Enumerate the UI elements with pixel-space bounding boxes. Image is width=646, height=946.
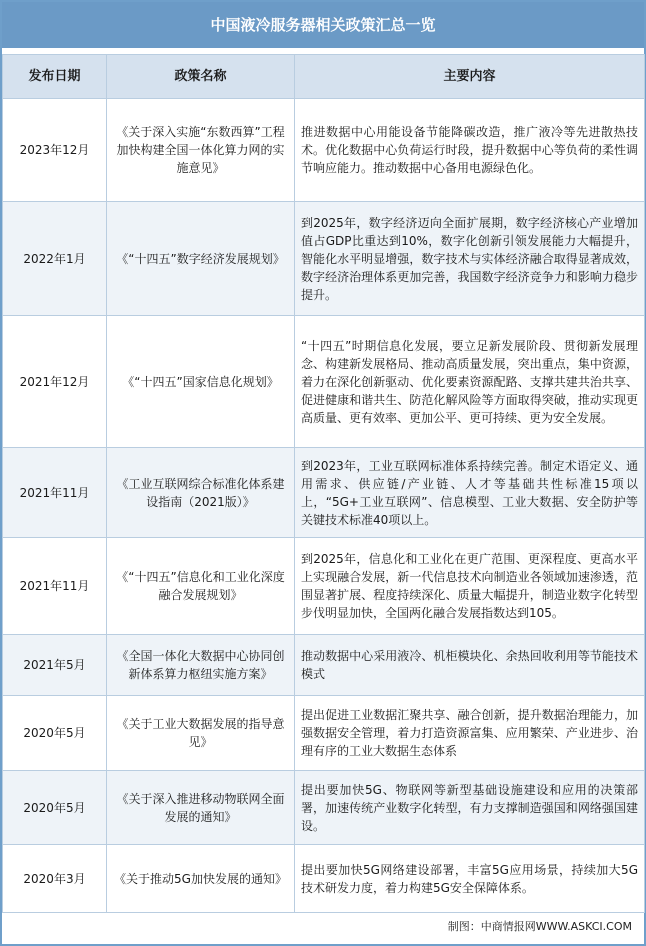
source-credit: 制图：中商情报网WWW.ASKCI.COM bbox=[447, 920, 632, 933]
row-date: 2022年1月 bbox=[3, 202, 107, 316]
row-content: 提出要加快5G、物联网等新型基础设施建设和应用的决策部署，加速传统产业数字化转型，有力支撑制造强国和网络强国建设。 bbox=[295, 771, 645, 845]
table-row bbox=[3, 635, 645, 696]
row-policy-name: 《关于推动5G加快发展的通知》 bbox=[107, 845, 295, 913]
row-content: “十四五”时期信息化发展，要立足新发展阶段、贯彻新发展理念、构建新发展格局、推动高质量发展，突出重点，集中资源，着力在深化创新驱动、优化要素资源配路、支撑共建共治共享、促进健康和谐共生、防范化解风险等方面取得突破，推动实现更高质量、更有效率、更加公平、更可持续、更为安全发展。 bbox=[295, 316, 645, 448]
row-date: 2020年5月 bbox=[3, 696, 107, 771]
table-row bbox=[3, 538, 645, 635]
row-policy-name: 《关于深入实施“东数西算”工程加快构建全国一体化算力网的实施意见》 bbox=[107, 99, 295, 202]
row-date: 2020年3月 bbox=[3, 845, 107, 913]
row-policy-name: 《关于深入推进移动物联网全面发展的通知》 bbox=[107, 771, 295, 845]
row-date: 2023年12月 bbox=[3, 99, 107, 202]
table-row bbox=[3, 696, 645, 771]
table-row bbox=[3, 202, 645, 316]
table-row bbox=[3, 845, 645, 913]
row-policy-name: 《全国一体化大数据中心协同创新体系算力枢纽实施方案》 bbox=[107, 635, 295, 696]
page-title: 中国液冷服务器相关政策汇总一览 bbox=[2, 2, 644, 48]
row-content: 提出促进工业数据汇聚共享、融合创新，提升数据治理能力，加强数据安全管理，着力打造资源富集、应用繁荣、产业进步、治理有序的工业大数据生态体系 bbox=[295, 696, 645, 771]
header-content: 主要内容 bbox=[295, 55, 645, 99]
row-date: 2020年5月 bbox=[3, 771, 107, 845]
row-date: 2021年5月 bbox=[3, 635, 107, 696]
header-name: 政策名称 bbox=[107, 55, 295, 99]
row-content: 推动数据中心采用液冷、机柜模块化、余热回收利用等节能技术模式 bbox=[295, 635, 645, 696]
row-policy-name: 《“十四五”数字经济发展规划》 bbox=[107, 202, 295, 316]
table-row bbox=[3, 316, 645, 448]
row-content: 到2023年，工业互联网标准体系持续完善。制定术语定义、通用需求、供应链/产业链、人才等基础共性标准15项以上，“5G+工业互联网”、信息模型、工业大数据、安全防护等关键技术标准40项以上。 bbox=[295, 448, 645, 538]
row-content: 到2025年，信息化和工业化在更广范围、更深程度、更高水平上实现融合发展，新一代信息技术向制造业各领域加速渗透，范围显著扩展、程度持续深化、质量大幅提升，制造业数字化转型步伐明显加快，全国两化融合发展指数达到105。 bbox=[295, 538, 645, 635]
row-policy-name: 《工业互联网综合标准化体系建设指南（2021版）》 bbox=[107, 448, 295, 538]
row-content: 到2025年，数字经济迈向全面扩展期，数字经济核心产业增加值占GDP比重达到10%，数字化创新引领发展能力大幅提升，智能化水平明显增强，数字技术与实体经济融合取得显著成效，数字经济治理体系更加完善，我国数字经济竞争力和影响力稳步提升。 bbox=[295, 202, 645, 316]
table-row bbox=[3, 99, 645, 202]
table-header-row bbox=[3, 55, 645, 99]
row-policy-name: 《关于工业大数据发展的指导意见》 bbox=[107, 696, 295, 771]
table-row bbox=[3, 448, 645, 538]
header-date: 发布日期 bbox=[3, 55, 107, 99]
row-date: 2021年12月 bbox=[3, 316, 107, 448]
row-content: 提出要加快5G网络建设部署，丰富5G应用场景，持续加大5G技术研发力度，着力构建5G安全保障体系。 bbox=[295, 845, 645, 913]
row-date: 2021年11月 bbox=[3, 538, 107, 635]
row-policy-name: 《“十四五”国家信息化规划》 bbox=[107, 316, 295, 448]
policy-table bbox=[2, 54, 645, 913]
row-date: 2021年11月 bbox=[3, 448, 107, 538]
row-content: 推进数据中心用能设备节能降碳改造，推广液冷等先进散热技术。优化数据中心负荷运行时段，提升数据中心等负荷的柔性调节响应能力。推动数据中心备用电源绿色化。 bbox=[295, 99, 645, 202]
table-row bbox=[3, 771, 645, 845]
row-policy-name: 《“十四五”信息化和工业化深度融合发展规划》 bbox=[107, 538, 295, 635]
